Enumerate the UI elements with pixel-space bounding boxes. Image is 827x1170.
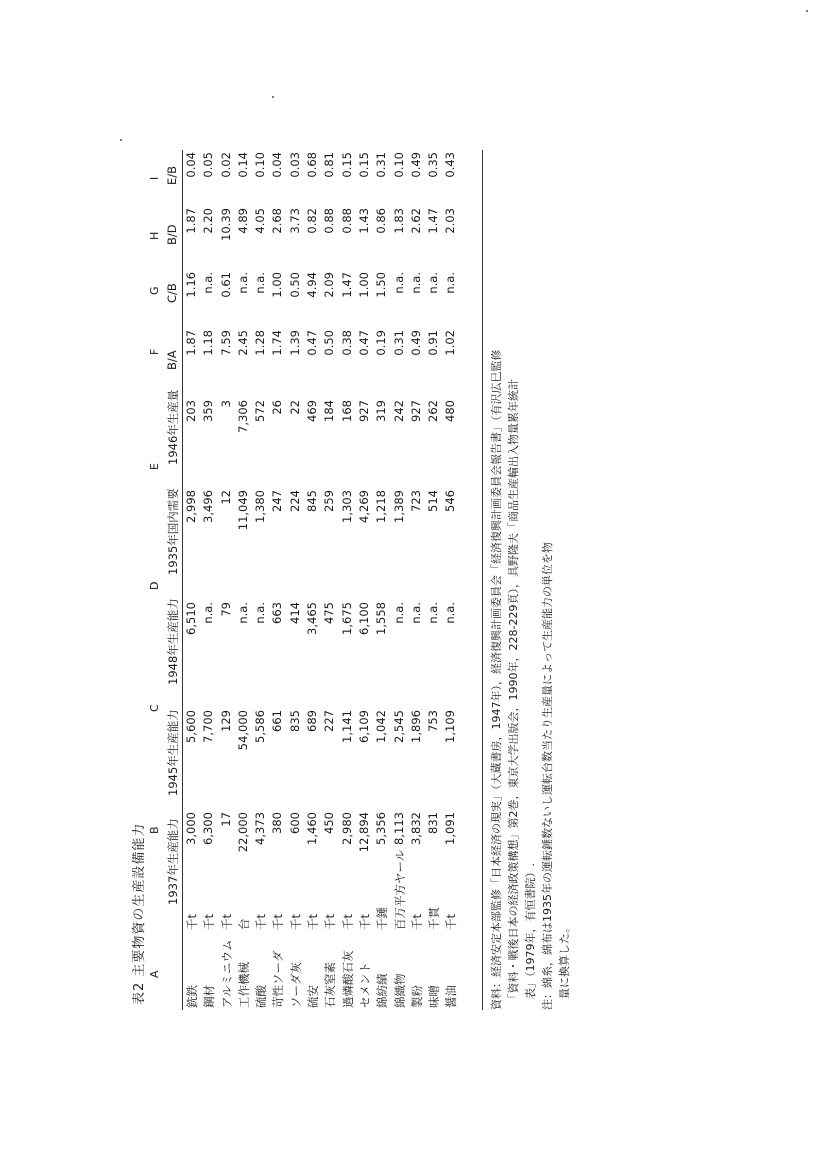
cell-unit: 千t (254, 913, 269, 930)
cell-item: 綿紡績 (375, 973, 390, 1008)
header-i: E/B (165, 165, 179, 185)
cell-h: 10.39 (218, 208, 233, 241)
scan-speck (806, 10, 808, 12)
cell-e: 26 (270, 400, 285, 415)
cell-unit: 千t (340, 913, 355, 930)
cell-item: 硫酸 (254, 985, 269, 1008)
table-row (426, 150, 443, 1010)
cell-unit: 千錘 (375, 907, 390, 930)
cell-g: n.a. (235, 272, 250, 294)
cell-item: 味噌 (427, 985, 442, 1008)
cell-g: n.a. (408, 272, 423, 294)
cell-i: 0.15 (356, 152, 371, 178)
cell-f: 0.19 (374, 330, 389, 356)
cell-item: 醤油 (444, 985, 459, 1008)
header-h: B/D (165, 224, 179, 245)
cell-g: 0.61 (218, 272, 233, 298)
cell-a: 6,300 (201, 812, 216, 845)
table-row (305, 150, 322, 1010)
cell-item: セメント (357, 962, 372, 1008)
cell-a: 5,356 (374, 812, 389, 845)
cell-c: n.a. (201, 602, 216, 624)
cell-f: 0.49 (408, 330, 423, 356)
cell-d: 546 (443, 490, 458, 512)
cell-d: 1,389 (391, 490, 406, 523)
header-e: 1946年生産量 (166, 389, 180, 465)
table-row (409, 150, 426, 1010)
cell-e: 22 (287, 400, 302, 415)
cell-b: 5,600 (184, 710, 198, 743)
table-row (340, 150, 357, 1010)
cell-f: 1.39 (287, 330, 302, 356)
cell-unit: 千貫 (427, 907, 442, 930)
cell-h: 1.43 (356, 208, 371, 234)
cell-h: 0.86 (374, 208, 389, 234)
cell-b: 54,000 (235, 710, 250, 751)
cell-a: 1,460 (305, 812, 320, 845)
cell-b: 753 (426, 710, 441, 732)
cell-h: 1.47 (426, 208, 441, 234)
cell-h: 0.88 (322, 208, 337, 234)
cell-f: 1.74 (270, 330, 285, 356)
cell-g: n.a. (253, 272, 268, 294)
cell-g: 2.09 (322, 272, 337, 298)
header-c: 1948年生産能力 (166, 598, 180, 685)
cell-unit: 千t (288, 913, 303, 930)
table-notes (488, 150, 573, 1010)
cell-unit: 千t (409, 913, 424, 930)
cell-d: 514 (426, 490, 441, 512)
cell-g: n.a. (443, 272, 458, 294)
table-row (184, 150, 201, 1010)
cell-f: 0.38 (339, 330, 354, 356)
cell-i: 0.04 (270, 152, 285, 178)
table-row (201, 150, 218, 1010)
cell-b: 1,109 (443, 710, 458, 743)
cell-b: 661 (270, 710, 285, 732)
cell-e: 3 (218, 400, 233, 408)
cell-f: 7.59 (218, 330, 233, 356)
column-letter-g: G (148, 286, 161, 295)
cell-item: 製粉 (409, 985, 424, 1008)
cell-d: 11,049 (235, 490, 250, 531)
cell-g: 4.94 (305, 272, 320, 298)
table-caption: 表2 主要物資の生産設備能力 (132, 822, 147, 1005)
cell-b: 835 (287, 710, 302, 732)
header-f: B/A (165, 350, 179, 370)
cell-h: 2.68 (270, 208, 285, 234)
cell-a: 831 (426, 812, 441, 834)
cell-unit: 百万平方ヤール (392, 849, 407, 930)
cell-unit: 千t (202, 913, 217, 930)
cell-a: 3,832 (408, 812, 423, 845)
cell-h: 3.73 (287, 208, 302, 234)
cell-i: 0.02 (218, 152, 233, 178)
cell-c: 1,558 (374, 602, 389, 635)
cell-i: 0.15 (339, 152, 354, 178)
cell-d: 12 (218, 490, 233, 505)
cell-e: 242 (391, 400, 406, 422)
cell-h: 2.03 (443, 208, 458, 234)
cell-a: 2,980 (339, 812, 354, 845)
cell-unit: 千t (219, 913, 234, 930)
cell-h: 2.20 (201, 208, 216, 234)
cell-g: 1.00 (356, 272, 371, 298)
header-a: 1937年生産能力 (166, 818, 180, 905)
cell-d: 1,380 (253, 490, 268, 523)
cell-a: 8,113 (391, 812, 406, 845)
cell-a: 1,091 (443, 812, 458, 845)
column-letter-e: E (148, 463, 161, 470)
cell-f: 0.31 (391, 330, 406, 356)
table-row (253, 150, 270, 1010)
cell-b: 5,586 (253, 710, 268, 743)
cell-i: 0.43 (443, 152, 458, 178)
cell-c: n.a. (408, 602, 423, 624)
column-letter-d: D (148, 581, 161, 590)
cell-f: 1.02 (443, 330, 458, 356)
cell-item: 過燐酸石灰 (340, 950, 355, 1008)
cell-i: 0.05 (201, 152, 216, 178)
cell-a: 4,373 (253, 812, 268, 845)
cell-d: 1,303 (339, 490, 354, 523)
cell-item: 工作機械 (236, 962, 251, 1008)
cell-f: 1.28 (253, 330, 268, 356)
cell-g: 1.16 (184, 272, 198, 298)
note-line: 表」（1979年，有恒書院）. (524, 863, 537, 1010)
cell-item: ソーダ灰 (288, 962, 303, 1008)
cell-h: 0.82 (305, 208, 320, 234)
cell-e: 572 (253, 400, 268, 422)
cell-g: 1.50 (374, 272, 389, 298)
cell-unit: 千t (357, 913, 372, 930)
cell-c: 475 (322, 602, 337, 624)
cell-g: n.a. (426, 272, 441, 294)
table-row (322, 150, 339, 1010)
table-row (219, 150, 236, 1010)
cell-i: 0.03 (287, 152, 302, 178)
column-letter-c: C (148, 704, 161, 712)
cell-f: 0.47 (305, 330, 320, 356)
cell-unit: 千t (323, 913, 338, 930)
cell-e: 927 (356, 400, 371, 422)
cell-a: 12,894 (356, 812, 371, 853)
cell-d: 224 (287, 490, 302, 512)
cell-b: 2,545 (391, 710, 406, 743)
cell-item: 苛性ソーダ (271, 950, 286, 1008)
cell-i: 0.81 (322, 152, 337, 178)
cell-h: 4.05 (253, 208, 268, 234)
column-letter-a: A (148, 970, 161, 978)
cell-unit: 千t (444, 913, 459, 930)
cell-d: 247 (270, 490, 285, 512)
table-row (236, 150, 253, 1010)
table-bottom-rule (482, 150, 483, 1010)
cell-c: 3,465 (305, 602, 320, 635)
cell-a: 600 (287, 812, 302, 834)
cell-h: 0.88 (339, 208, 354, 234)
cell-b: 6,109 (356, 710, 371, 743)
cell-b: 7,700 (201, 710, 216, 743)
cell-item: 綿織物 (392, 973, 407, 1008)
cell-b: 129 (218, 710, 233, 732)
cell-d: 2,998 (184, 490, 198, 523)
cell-f: 0.50 (322, 330, 337, 356)
cell-f: 0.47 (356, 330, 371, 356)
cell-item: 鋼材 (202, 985, 217, 1008)
cell-item: 銑鉄 (185, 985, 199, 1008)
cell-unit: 千t (271, 913, 286, 930)
table-row (443, 150, 460, 1010)
cell-d: 4,269 (356, 490, 371, 523)
cell-a: 17 (218, 812, 233, 827)
cell-h: 1.87 (184, 208, 198, 234)
cell-f: 2.45 (235, 330, 250, 356)
cell-e: 359 (201, 400, 216, 422)
table-row (392, 150, 409, 1010)
cell-c: 79 (218, 602, 233, 617)
column-letter-h: H (148, 231, 161, 240)
cell-item: アルミニウム (219, 939, 234, 1008)
cell-b: 689 (305, 710, 320, 732)
cell-g: n.a. (201, 272, 216, 294)
cell-c: n.a. (235, 602, 250, 624)
cell-d: 723 (408, 490, 423, 512)
cell-i: 0.10 (391, 152, 406, 178)
cell-e: 927 (408, 400, 423, 422)
cell-i: 0.49 (408, 152, 423, 178)
table-body (184, 150, 461, 1010)
cell-g: 1.47 (339, 272, 354, 298)
cell-e: 7,306 (235, 400, 250, 433)
cell-g: 1.00 (270, 272, 285, 298)
note-line: 「資料・戦後日本の経済政策構想」第2巻，東京大学出版会，1990年，228-229頁），具野隆夫「商品生産輸出入物量累年統計 (507, 379, 520, 1010)
scan-speck (272, 96, 274, 98)
cell-a: 450 (322, 812, 337, 834)
cell-unit: 千t (185, 913, 199, 930)
cell-e: 168 (339, 400, 354, 422)
cell-e: 319 (374, 400, 389, 422)
cell-d: 3,496 (201, 490, 216, 523)
cell-h: 4.89 (235, 208, 250, 234)
note-line: 注：綿糸，綿布は1935年の運転錘数ないし運転台数当たり生産量によって生産能力の単位を物 (541, 542, 554, 1010)
table-row (288, 150, 305, 1010)
cell-c: n.a. (391, 602, 406, 624)
cell-e: 184 (322, 400, 337, 422)
cell-a: 22,000 (235, 812, 250, 853)
cell-b: 1,042 (374, 710, 389, 743)
cell-i: 0.68 (305, 152, 320, 178)
cell-e: 262 (426, 400, 441, 422)
cell-c: n.a. (426, 602, 441, 624)
cell-g: 0.50 (287, 272, 302, 298)
cell-g: n.a. (391, 272, 406, 294)
table-row (374, 150, 391, 1010)
cell-i: 0.31 (374, 152, 389, 178)
cell-c: n.a. (253, 602, 268, 624)
cell-f: 1.18 (201, 330, 216, 356)
cell-a: 380 (270, 812, 285, 834)
cell-c: 663 (270, 602, 285, 624)
header-g: C/B (165, 283, 179, 303)
column-letter-i: I (148, 176, 161, 180)
cell-b: 1,141 (339, 710, 354, 743)
cell-c: n.a. (443, 602, 458, 624)
rotated-table-block (120, 150, 571, 1010)
cell-f: 1.87 (184, 330, 198, 356)
cell-unit: 台 (236, 918, 251, 930)
cell-unit: 千t (306, 913, 321, 930)
cell-h: 2.62 (408, 208, 423, 234)
header-d: 1935年国内需要 (166, 488, 180, 575)
cell-d: 1,218 (374, 490, 389, 523)
column-letter-f: F (148, 348, 161, 355)
column-letter-row (148, 150, 164, 1010)
cell-c: 6,510 (184, 602, 198, 635)
cell-i: 0.10 (253, 152, 268, 178)
scan-speck (120, 139, 122, 141)
cell-b: 227 (322, 710, 337, 732)
cell-i: 0.04 (184, 152, 198, 178)
note-line: 量に換算した。 (558, 922, 571, 1010)
cell-b: 1,896 (408, 710, 423, 743)
cell-a: 3,000 (184, 812, 198, 845)
cell-c: 6,100 (356, 602, 371, 635)
cell-e: 480 (443, 400, 458, 422)
table-row (270, 150, 287, 1010)
cell-item: 硫安 (306, 985, 321, 1008)
header-b: 1945年生産能力 (166, 709, 180, 796)
cell-c: 414 (287, 602, 302, 624)
cell-d: 259 (322, 490, 337, 512)
cell-e: 469 (305, 400, 320, 422)
cell-d: 845 (305, 490, 320, 512)
cell-i: 0.14 (235, 152, 250, 178)
cell-f: 0.91 (426, 330, 441, 356)
cell-item: 石灰窒素 (323, 962, 338, 1008)
note-line: 資料：経済安定本部監修「日本経済の現実」（大蔵書房，1947年），経済復興計画委員会「経済復興計画委員会報告書」（有沢広巳監修 (490, 349, 503, 1010)
column-letter-b: B (148, 826, 161, 834)
cell-h: 1.83 (391, 208, 406, 234)
table-row (357, 150, 374, 1010)
cell-i: 0.35 (426, 152, 441, 178)
cell-c: 1,675 (339, 602, 354, 635)
table-header-row (164, 150, 183, 1010)
cell-e: 203 (184, 400, 198, 422)
